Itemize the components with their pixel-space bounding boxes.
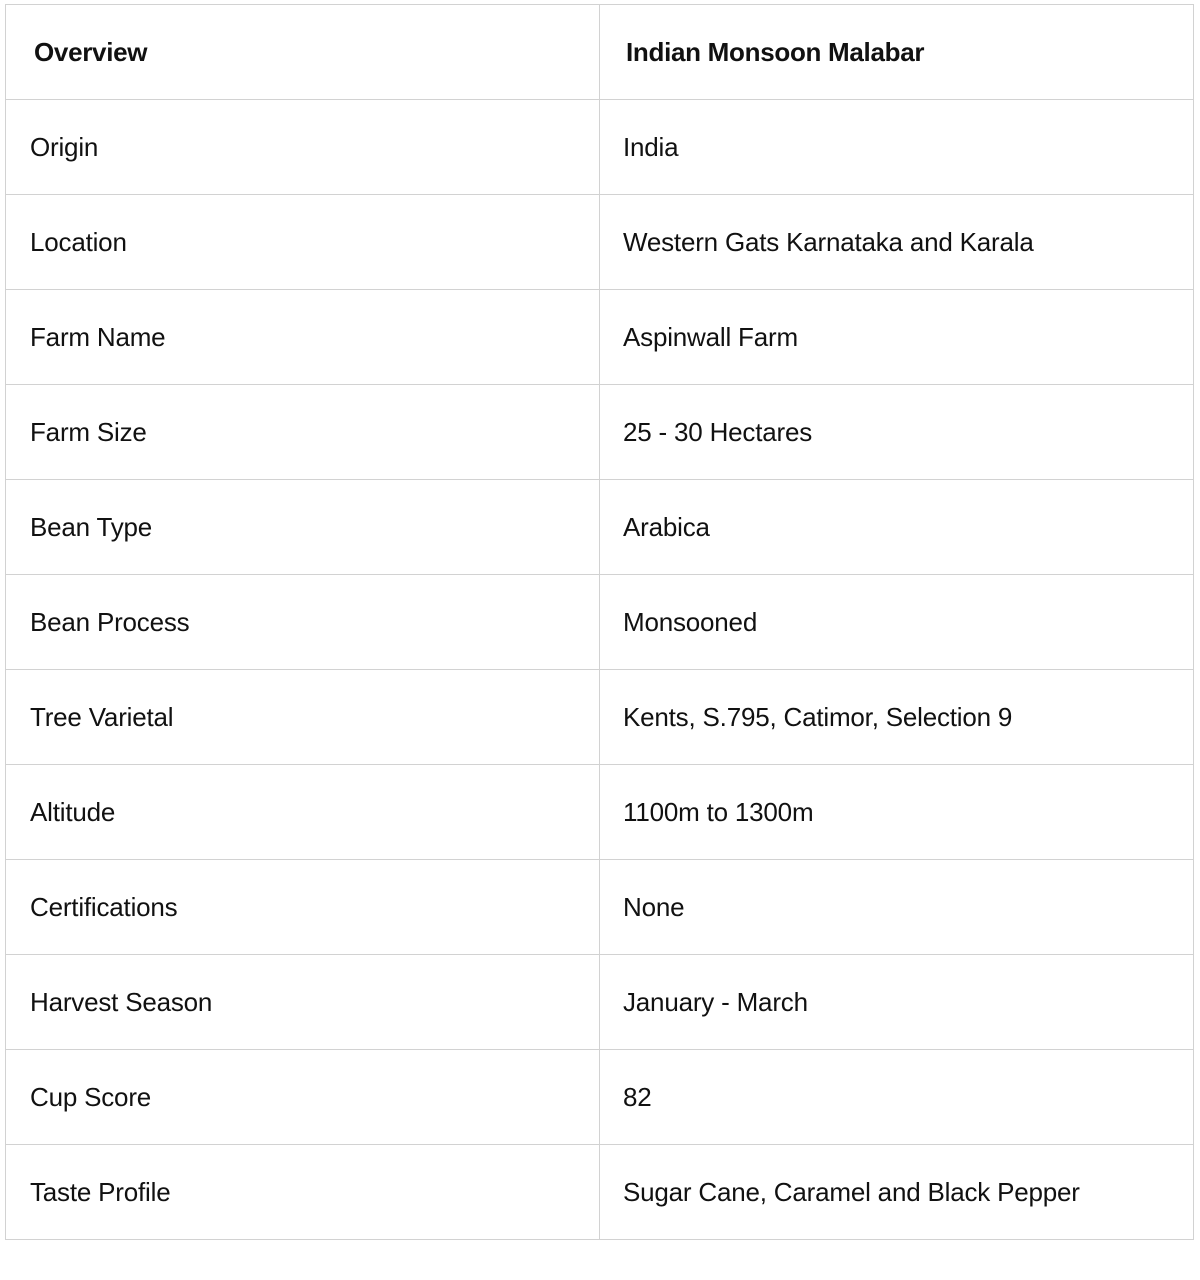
table-row bbox=[6, 100, 1194, 195]
row-label-farm-name: Farm Name bbox=[6, 290, 600, 385]
table-row bbox=[6, 955, 1194, 1050]
row-label-location: Location bbox=[6, 195, 600, 290]
row-value-certifications: None bbox=[600, 860, 1194, 955]
coffee-spec-table bbox=[5, 4, 1194, 1240]
row-label-cup-score: Cup Score bbox=[6, 1050, 600, 1145]
row-value-location: Western Gats Karnataka and Karala bbox=[600, 195, 1194, 290]
table-row bbox=[6, 860, 1194, 955]
table-row bbox=[6, 575, 1194, 670]
header-value-cell: Indian Monsoon Malabar bbox=[600, 5, 1194, 100]
table-row bbox=[6, 765, 1194, 860]
row-value-harvest-season: January - March bbox=[600, 955, 1194, 1050]
row-label-farm-size: Farm Size bbox=[6, 385, 600, 480]
row-value-bean-type: Arabica bbox=[600, 480, 1194, 575]
row-value-origin: India bbox=[600, 100, 1194, 195]
row-label-certifications: Certifications bbox=[6, 860, 600, 955]
table-row bbox=[6, 1145, 1194, 1240]
row-value-altitude: 1100m to 1300m bbox=[600, 765, 1194, 860]
row-label-altitude: Altitude bbox=[6, 765, 600, 860]
table-row bbox=[6, 290, 1194, 385]
row-value-farm-size: 25 - 30 Hectares bbox=[600, 385, 1194, 480]
row-label-harvest-season: Harvest Season bbox=[6, 955, 600, 1050]
table-row bbox=[6, 195, 1194, 290]
table-row bbox=[6, 480, 1194, 575]
row-label-bean-process: Bean Process bbox=[6, 575, 600, 670]
row-value-taste-profile: Sugar Cane, Caramel and Black Pepper bbox=[600, 1145, 1194, 1240]
header-label-cell: Overview bbox=[6, 5, 600, 100]
table-row bbox=[6, 670, 1194, 765]
table-row bbox=[6, 385, 1194, 480]
row-label-taste-profile: Taste Profile bbox=[6, 1145, 600, 1240]
row-label-origin: Origin bbox=[6, 100, 600, 195]
row-value-bean-process: Monsooned bbox=[600, 575, 1194, 670]
row-label-bean-type: Bean Type bbox=[6, 480, 600, 575]
row-value-farm-name: Aspinwall Farm bbox=[600, 290, 1194, 385]
row-label-tree-varietal: Tree Varietal bbox=[6, 670, 600, 765]
row-value-cup-score: 82 bbox=[600, 1050, 1194, 1145]
row-value-tree-varietal: Kents, S.795, Catimor, Selection 9 bbox=[600, 670, 1194, 765]
table-row bbox=[6, 1050, 1194, 1145]
table-header-row bbox=[6, 5, 1194, 100]
